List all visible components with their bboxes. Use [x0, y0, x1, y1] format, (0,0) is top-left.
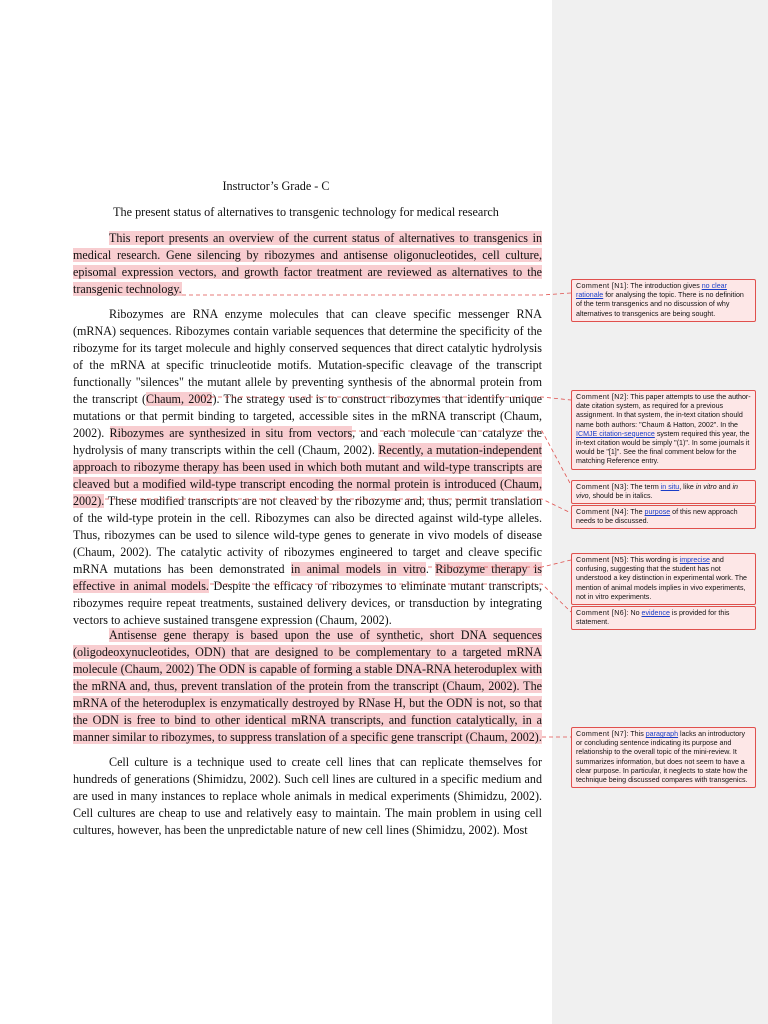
- comment-text: for analysing the topic. There is no definition of the term transgenics and no discussion of why alternatives to transgenics are being sought.: [576, 291, 744, 318]
- comment-tag: Comment [N4]: [576, 508, 627, 516]
- comment-text: , like: [679, 483, 696, 491]
- comment-text: : This wording is: [626, 556, 680, 564]
- comment-text: and: [716, 483, 733, 491]
- text-run: ). The strategy used is to construct ribozymes that identify unique mutations or that permit binding to targeted, accessible sites in the mRNA transcript (Chaum, 2002).: [73, 392, 543, 440]
- text-run: Ribozymes are RNA enzyme molecules that can cleave specific messenger RNA (mRNA) sequences. Ribozymes contain variable sequences that determine the specificity of the ribozyme for its target molecule and highly conserved sequences that direct catalytic hydrolysis of the mRNA at specific trinucleotide motifs. Mutation-specific cleavage of the transcript functionally "silences" the mutant allele by preventing synthesis of the abnormal protein from the transcript (: [73, 307, 542, 406]
- comment-n1[interactable]: [571, 279, 756, 322]
- comment-n5[interactable]: [571, 553, 756, 605]
- comment-tag: Comment [N5]: [576, 556, 627, 564]
- highlight-n4[interactable]: Recently, a mutation-independent approach to ribozyme therapy has been used in which both mutant and wild-type transcripts are cleaved but a modified wild-type transcript encoding the normal protein is introduced (Chaum, 2002).: [73, 443, 542, 508]
- comment-tag: Comment [N7]: [576, 730, 627, 738]
- comment-text: lacks an introductory or concluding sentence indicating its purpose and relationship to the overall topic of the mini-review. It summarizes information, but does not seem to have a clear purpose. In particular, it neglects to state how the technique being discussed compares with transgenics.: [576, 730, 748, 785]
- comment-link[interactable]: no clear rationale: [576, 282, 727, 300]
- text-run: Cell culture is a technique used to create cell lines that can replicate themselves for hundreds of generations (Shimidzu, 2002). Such cell lines are cultured in a specific medium and are used in many instances to replace whole animals in medical experiments (Shimidzu, 2002). Cell cultures are cheap to use and relatively easy to maintain. The main problem in using cell cultures, however, has been the unpredictable nature of new cell lines (Shimidzu, 2002). Most: [73, 755, 542, 837]
- text-run: , and each molecule can catalyze the hydrolysis of many transcripts within the cell (Chaum, 2002).: [73, 426, 543, 457]
- comment-n3[interactable]: [571, 480, 756, 504]
- comment-text: : The introduction gives: [626, 282, 702, 290]
- comment-text: , should be in italics.: [588, 492, 653, 501]
- comment-link[interactable]: purpose: [644, 508, 671, 516]
- highlight-n1[interactable]: This report presents an overview of the current status of alternatives to transgenics in medical research. Gene silencing by ribozymes and antisense oligonucleotides, cell culture, episomal expression vectors, and growth factor treatment are reviewed as alternatives to the transgenic technology.: [73, 231, 542, 296]
- comment-italic: in vitro: [695, 483, 717, 491]
- document-title: The present status of alternatives to transgenic technology for medical research: [113, 205, 499, 219]
- comment-n6[interactable]: [571, 606, 756, 630]
- comment-link[interactable]: evidence: [641, 609, 670, 617]
- comment-text: is provided for this statement.: [576, 609, 730, 627]
- text-run: .: [425, 562, 436, 576]
- comment-n4[interactable]: [571, 505, 756, 529]
- comment-text: : This: [626, 730, 646, 738]
- comment-text: and confusing, suggesting that the student has not understood a key distinction in experimental work. The mention of animal models implies in vivo experiments, not in vitro experiments.: [576, 556, 747, 601]
- comment-text: : The: [626, 508, 645, 516]
- paragraph-introduction[interactable]: [73, 230, 542, 298]
- comment-text: : This paper attempts to use the author-date citation system, as required for a previous assignment. In that system, the in-text citation should name both authors: "Chaum & Hatton, 2002". In the: [576, 393, 751, 429]
- paragraph-cell-culture: [73, 754, 542, 839]
- comment-link[interactable]: paragraph: [645, 730, 679, 738]
- comment-text: system required this year, the in-text citation would be simply "(1)". In some journals it would be "[1]". See the final comment below for the matching Reference entry.: [576, 429, 750, 466]
- highlight-n5[interactable]: in animal models in vitro: [290, 562, 426, 576]
- comment-text: : No: [626, 609, 642, 617]
- text-run: Despite the efficacy of ribozymes to eliminate mutant transcripts, ribozymes require repeat treatments, sustained delivery devices, or transduction by integrating vectors to achieve sustained transgene expression (Chaum, 2002).: [73, 579, 542, 627]
- comment-tag: Comment [N1]: [576, 282, 627, 290]
- text-run: These modified transcripts are not cleaved by the ribozyme and, thus, permit translation of the wild-type protein in the cell. Ribozymes can also be directed against wild-type alleles. Thus, ribozymes can be used to silence wild-type genes to generate in vivo models of disease (Chaum, 2002). The catalytic activity of ribozymes engineered to target and cleave specific mRNA mutations has been demonstrated: [73, 494, 542, 576]
- paragraph-antisense[interactable]: [73, 627, 542, 746]
- comment-tag: Comment [N3]: [576, 483, 627, 491]
- comment-n7[interactable]: [571, 727, 756, 788]
- comment-link[interactable]: ICMJE citation-sequence: [576, 429, 655, 438]
- highlight-n3[interactable]: Ribozymes are synthesized in situ from vectors: [109, 426, 353, 440]
- comment-link[interactable]: in situ: [660, 483, 680, 491]
- highlight-n6[interactable]: Ribozyme therapy is effective in animal models.: [73, 562, 542, 593]
- highlight-n7[interactable]: Antisense gene therapy is based upon the use of synthetic, short DNA sequences (oligodeoxynucleotides, ODN) that are designed to be complementary to a targeted mRNA molecule (Chaum, 2002) The ODN is capable of forming a stable DNA-RNA heteroduplex with the mRNA and, thus, prevent translation of the protein from the transcript (Chaum, 2002). The mRNA of the heteroduplex is enzymatically destroyed by RNase H, but the ODN is not, so that the ODN is free to bind to other identical mRNA transcripts, and function catalytically, in a manner similar to ribozymes, to suppress translation of a specific gene transcript (Chaum, 2002).: [73, 628, 542, 744]
- comment-tag: Comment [N2]: [576, 393, 627, 401]
- instructor-grade: Instructor’s Grade - C: [222, 179, 330, 193]
- comment-n2[interactable]: [571, 390, 756, 470]
- comment-tag: Comment [N6]: [576, 609, 627, 617]
- comment-link[interactable]: imprecise: [679, 556, 710, 564]
- paragraph-ribozymes[interactable]: [73, 306, 542, 629]
- comment-text: of this new approach needs to be discussed.: [576, 508, 738, 526]
- comment-italic: in vivo: [576, 483, 739, 501]
- comment-text: : The term: [626, 483, 661, 491]
- highlight-n2[interactable]: Chaum, 2002: [146, 392, 213, 406]
